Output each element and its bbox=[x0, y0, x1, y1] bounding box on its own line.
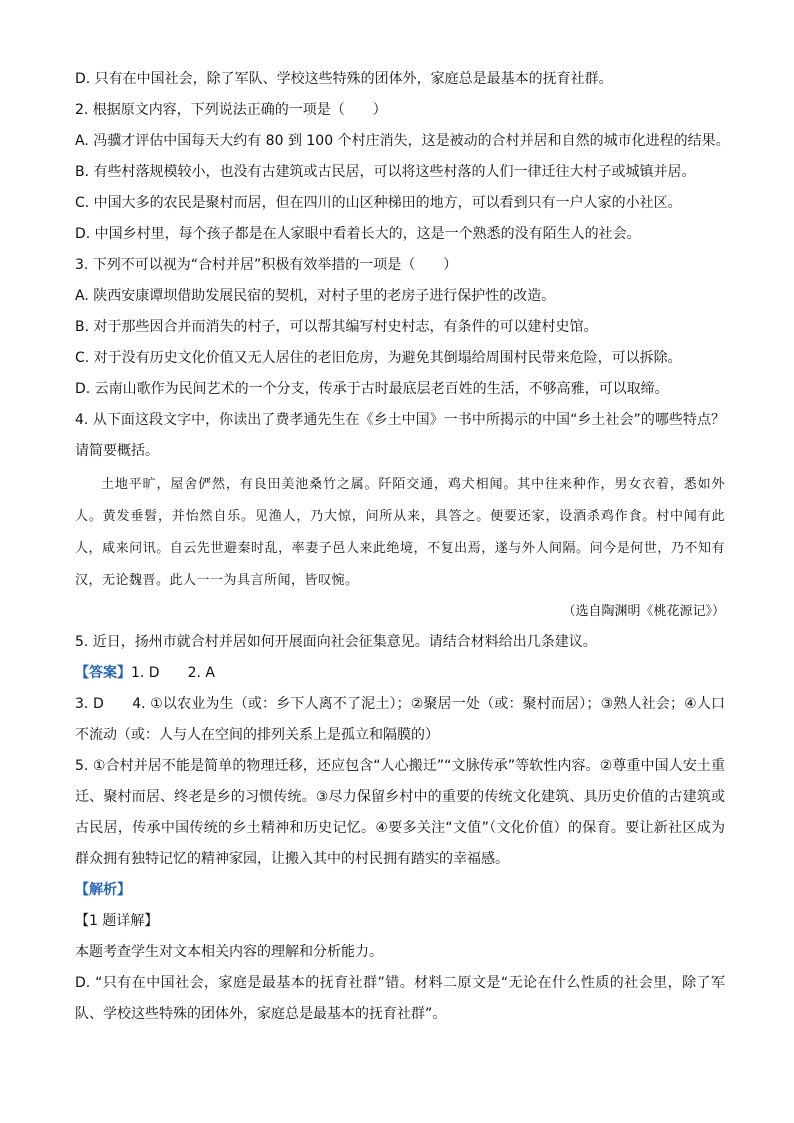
detail-1-heading: 【1 题详解】 bbox=[75, 913, 159, 929]
option-3d: D. 云南山歌作为民间艺术的一个分支，传承于古时最底层老百姓的生活，不够高雅，可以取缔。 bbox=[75, 381, 669, 397]
option-3b: B. 对于那些因合并而消失的村子，可以帮其编写村史村志，有条件的可以建村史馆。 bbox=[75, 319, 598, 335]
answer-line-1 bbox=[75, 658, 725, 689]
analysis-tag: 【解析】 bbox=[75, 882, 131, 898]
option-2a: A. 冯骥才评估中国每天大约有 80 到 100 个村庄消失，这是被动的合村并居和自然的城市化进程的结果。 bbox=[75, 133, 730, 149]
answer-1-2: 1. D 2. A bbox=[131, 665, 215, 681]
option-3a: A. 陕西安康谭坝借助发展民宿的契机，对村子里的老房子进行保护性的改造。 bbox=[75, 288, 556, 304]
answer-5: 5. ①合村并居不能是简单的物理迁移，还应包含“人心搬迁”“文脉传承”等软性内容。②尊重中国人安土重迁、聚村而居、终老是乡的习惯传统。③尽力保留乡村中的重要的传统文化建筑、具历史价值的古建筑或古民居，传承中国传统的乡土精神和历史记忆。④要多关注“文值”（文化价值）的保育。要让新社区成为群众拥有独特记忆的精神家园，让搬入其中的村民拥有踏实的幸福感。 bbox=[75, 758, 725, 867]
option-2d: D. 中国乡村里，每个孩子都是在人家眼中看着长大的，这是一个熟悉的没有陌生人的社会。 bbox=[75, 226, 641, 242]
detail-intro: 本题考查学生对文本相关内容的理解和分析能力。 bbox=[75, 944, 383, 960]
option-3c: C. 对于没有历史文化价值又无人居住的老旧危房，为避免其倒塌给周围村民带来危险，可以拆除。 bbox=[75, 350, 682, 366]
answer-tag: 【答案】 bbox=[75, 665, 131, 681]
quoted-passage: 土地平旷，屋舍俨然，有良田美池桑竹之属。阡陌交通，鸡犬相闻。其中往来种作，男女衣着，悉如外人。黄发垂髫，并怡然自乐。见渔人，乃大惊，问所从来，具答之。便要还家，设酒杀鸡作食。村中闻有此人，咸来问讯。自云先世避秦时乱，率妻子邑人来此绝境，不复出焉，遂与外人间隔。问今是何世，乃不知有汉，无论魏晋。此人一一为具言所闻，皆叹惋。 bbox=[75, 477, 725, 588]
quote-source: （选自陶渊明《桃花源记》） bbox=[562, 604, 725, 619]
option-1d: D. 只有在中国社会，除了军队、学校这些特殊的团体外，家庭总是最基本的抚育社群。 bbox=[75, 71, 613, 87]
document-body bbox=[75, 64, 730, 1030]
question-3: 3. 下列不可以视为“合村并居”积极有效举措的一项是（ ） bbox=[75, 257, 458, 273]
option-2b: B. 有些村落规模较小，也没有古建筑或古民居，可以将这些村落的人们一律迁往大村子或城镇并居。 bbox=[75, 164, 696, 180]
detail-option-d: D. “只有在中国社会，家庭是最基本的抚育社群”错。材料二原文是“无论在什么性质的社会里，除了军队、学校这些特殊的团体外，家庭总是最基本的抚育社群”。 bbox=[75, 975, 725, 1022]
question-2: 2. 根据原文内容，下列说法正确的一项是（ ） bbox=[75, 102, 387, 118]
answer-3-4: 3. D 4. ①以农业为生（或：乡下人离不了泥土）；②聚居一处（或：聚村而居）；③熟人社会；④人口不流动（或：人与人在空间的排列关系上是孤立和隔膜的） bbox=[75, 696, 725, 743]
option-2c: C. 中国大多的农民是聚村而居，但在四川的山区种梯田的地方，可以看到只有一户人家的小社区。 bbox=[75, 195, 682, 211]
question-4: 4. 从下面这段文字中，你读出了费孝通先生在《乡土中国》一书中所揭示的中国“乡土社会”的哪些特点？请简要概括。 bbox=[75, 412, 725, 459]
question-5: 5. 近日，扬州市就合村并居如何开展面向社会征集意见。请结合材料给出几条建议。 bbox=[75, 634, 597, 650]
